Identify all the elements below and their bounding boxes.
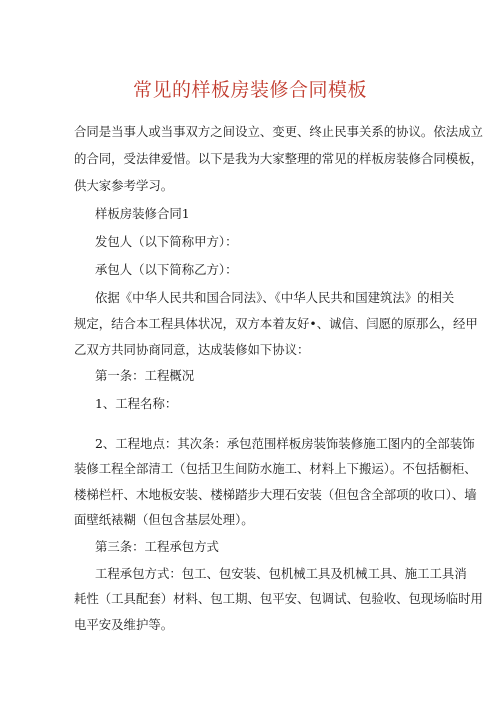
legal-basis-paragraph-line: 乙双方共同协商同意，达成装修如下协议： <box>74 342 310 357</box>
contract-method-paragraph-line: 电平安及维护等。 <box>74 617 174 632</box>
project-location-paragraph-line: 楼梯栏杆、木地板安装、楼梯踏步大理石安装（但包含全部项的收口）、墙 <box>74 487 477 502</box>
intro-paragraph-line: 的合同，受法律爱惜。以下是我为大家整理的常见的样板房装修合同模板， <box>74 151 483 166</box>
intro-paragraph-line: 合同是当事人或当事双方之间设立、变更、终止民事关系的协议。依法成立 <box>74 124 483 139</box>
project-name-line: 1、工程名称： <box>95 396 178 411</box>
contract-method-paragraph-line: 工程承包方式：包工、包安装、包机械工具及机械工具、施工工具消 <box>95 566 467 581</box>
intro-paragraph-line: 供大家参考学习。 <box>74 178 174 193</box>
project-location-paragraph-line: 2、工程地点：其次条：承包范围样板房装饰装修施工图内的全部装饰 <box>95 436 475 451</box>
party-b-line: 承包人（以下简称乙方）： <box>95 262 238 277</box>
project-location-paragraph-line: 装修工程全部清工（包括卫生间防水施工、材料上下搬运）。不包括橱柜、 <box>74 461 477 476</box>
project-location-paragraph-line: 面壁纸裱糊（但包含基层处理）。 <box>74 512 254 527</box>
article-3-heading: 第三条：工程承包方式 <box>95 539 219 554</box>
legal-basis-paragraph-line: 依据《中华人民共和国合同法》、《中华人民共和国建筑法》的相关 <box>95 290 455 305</box>
contract-heading: 样板房装修合同1 <box>95 206 190 221</box>
article-1-heading: 第一条：工程概况 <box>95 368 195 383</box>
legal-basis-paragraph-line: 规定，结合本工程具体状况，双方本着友好•、诚信、闫愿的原那么，经甲 <box>74 316 478 331</box>
document-title: 常见的样板房装修合同模板 <box>132 79 367 101</box>
contract-method-paragraph-line: 耗性（工具配套）材料、包工期、包平安、包调试、包验收、包现场临时用 <box>74 591 483 606</box>
party-a-line: 发包人（以下简称甲方）： <box>95 234 238 249</box>
